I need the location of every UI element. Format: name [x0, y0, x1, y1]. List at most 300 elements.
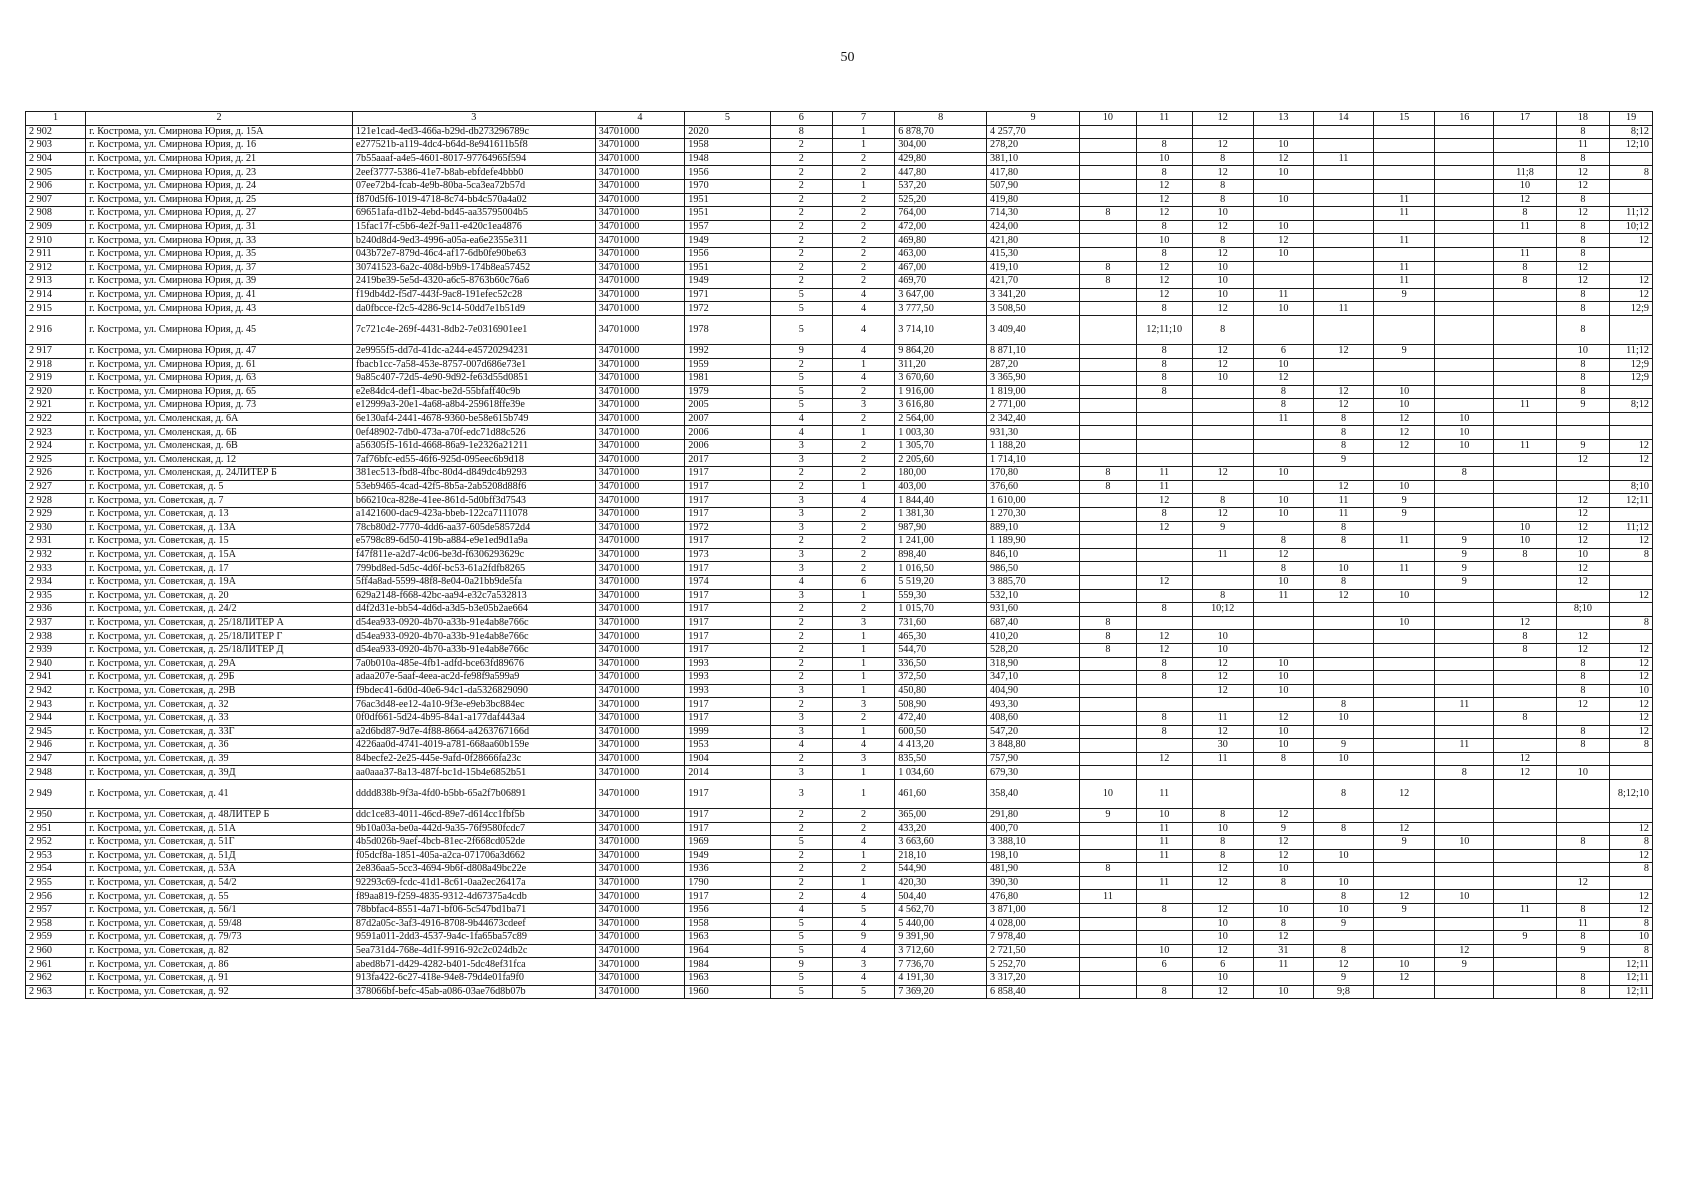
table-cell: 8	[1136, 671, 1192, 685]
table-cell: 1 844,40	[895, 494, 987, 508]
table-cell: e2e84dc4-def1-4bac-be2d-55bfaff40c9b	[352, 385, 595, 399]
table-cell	[1313, 372, 1373, 386]
table-cell: 8	[1556, 234, 1610, 248]
table-cell: 8	[1556, 220, 1610, 234]
table-cell	[1494, 139, 1556, 153]
table-cell: 12	[1136, 207, 1192, 221]
table-cell	[1136, 931, 1192, 945]
table-cell: 629a2148-f668-42bc-aa94-e32c7a532813	[352, 589, 595, 603]
table-cell: 12;10	[1610, 139, 1653, 153]
table-cell: 34701000	[595, 261, 685, 275]
table-cell: г. Кострома, ул. Советская, д. 36	[86, 739, 353, 753]
table-cell	[1556, 752, 1610, 766]
table-cell: 10	[1435, 836, 1494, 850]
table-cell: 1981	[685, 372, 770, 386]
column-header-14: 14	[1313, 112, 1373, 126]
table-cell: 714,30	[987, 207, 1080, 221]
table-cell: 8;10	[1556, 603, 1610, 617]
table-cell: 1917	[685, 562, 770, 576]
table-row	[26, 494, 1653, 508]
table-cell: 898,40	[895, 548, 987, 562]
table-row	[26, 657, 1653, 671]
table-cell: 34701000	[595, 931, 685, 945]
table-cell	[1136, 616, 1192, 630]
table-cell: г. Кострома, ул. Смирнова Юрия, д. 73	[86, 399, 353, 413]
table-cell	[1610, 412, 1653, 426]
table-cell: 7 369,20	[895, 985, 987, 999]
table-cell	[1610, 385, 1653, 399]
table-cell: 687,40	[987, 616, 1080, 630]
table-cell: 476,80	[987, 890, 1080, 904]
table-cell: 10	[1136, 808, 1192, 822]
table-cell: 731,60	[895, 616, 987, 630]
table-cell: 1917	[685, 630, 770, 644]
table-cell: 2	[770, 822, 832, 836]
table-cell: 2	[770, 234, 832, 248]
table-cell: 8	[1494, 548, 1556, 562]
table-cell: 1978	[685, 315, 770, 344]
table-cell: 410,20	[987, 630, 1080, 644]
table-cell: 1904	[685, 752, 770, 766]
table-cell	[1136, 917, 1192, 931]
table-cell: 34701000	[595, 193, 685, 207]
table-cell: 12	[1556, 275, 1610, 289]
table-cell: 9	[770, 958, 832, 972]
table-cell	[1435, 616, 1494, 630]
table-cell: г. Кострома, ул. Советская, д. 25/18ЛИТЕР Д	[86, 643, 353, 657]
table-cell	[1136, 739, 1192, 753]
table-cell: 34701000	[595, 876, 685, 890]
table-cell: 2	[832, 521, 894, 535]
table-cell: 11;12	[1610, 344, 1653, 358]
table-cell: 11	[1079, 890, 1136, 904]
table-row	[26, 166, 1653, 180]
table-cell: 3	[832, 752, 894, 766]
table-cell: 10	[1136, 234, 1192, 248]
table-cell: 10	[1253, 508, 1313, 522]
table-cell: 12	[1610, 453, 1653, 467]
table-cell	[1556, 480, 1610, 494]
table-cell: 2 953	[26, 849, 86, 863]
table-cell: 12	[1610, 711, 1653, 725]
table-cell	[1079, 876, 1136, 890]
table-cell	[1079, 752, 1136, 766]
table-cell: 12	[1253, 808, 1313, 822]
table-cell	[1313, 603, 1373, 617]
table-cell: 4 257,70	[987, 125, 1080, 139]
table-cell: 1917	[685, 467, 770, 481]
table-cell: 433,20	[895, 822, 987, 836]
table-cell: 8	[1192, 152, 1253, 166]
table-cell: 92293c69-fcdc-41d1-8c61-0aa2ec26417a	[352, 876, 595, 890]
table-cell: 889,10	[987, 521, 1080, 535]
table-cell: 11	[1253, 589, 1313, 603]
table-cell: 291,80	[987, 808, 1080, 822]
table-cell	[1494, 125, 1556, 139]
table-cell: 372,50	[895, 671, 987, 685]
table-cell: 2e836aa5-5cc3-4694-9b6f-d808a49bc22e	[352, 863, 595, 877]
table-cell	[1494, 985, 1556, 999]
table-cell	[1435, 152, 1494, 166]
table-cell: 1974	[685, 576, 770, 590]
table-cell: 2	[770, 863, 832, 877]
table-cell: 1992	[685, 344, 770, 358]
table-cell: 1 016,50	[895, 562, 987, 576]
table-row	[26, 247, 1653, 261]
table-cell: e5798c89-6d50-419b-a884-e9e1ed9d1a9a	[352, 535, 595, 549]
table-cell	[1435, 972, 1494, 986]
table-cell: 2017	[685, 453, 770, 467]
table-cell	[1374, 917, 1435, 931]
table-cell: 1	[832, 779, 894, 808]
table-cell: 31	[1253, 944, 1313, 958]
table-cell	[1435, 904, 1494, 918]
table-cell: 34701000	[595, 671, 685, 685]
table-cell: 5 440,00	[895, 917, 987, 931]
table-cell: 2	[832, 385, 894, 399]
table-cell	[1192, 399, 1253, 413]
table-cell: г. Кострома, ул. Советская, д. 29В	[86, 684, 353, 698]
table-cell: 2 952	[26, 836, 86, 850]
table-cell: 12	[1136, 288, 1192, 302]
table-row	[26, 589, 1653, 603]
table-cell: 2 957	[26, 904, 86, 918]
table-cell	[1192, 385, 1253, 399]
table-cell	[1253, 453, 1313, 467]
table-cell: г. Кострома, ул. Смирнова Юрия, д. 23	[86, 166, 353, 180]
table-cell: 12	[1136, 275, 1192, 289]
table-cell	[1435, 779, 1494, 808]
table-cell	[1610, 766, 1653, 780]
table-cell: 1951	[685, 193, 770, 207]
table-cell: aa0aaa37-8a13-487f-bc1d-15b4e6852b51	[352, 766, 595, 780]
table-cell: 12	[1192, 863, 1253, 877]
table-cell	[1435, 193, 1494, 207]
table-cell: г. Кострома, ул. Смирнова Юрия, д. 47	[86, 344, 353, 358]
table-cell	[1556, 958, 1610, 972]
table-cell: 11	[1136, 480, 1192, 494]
table-cell: 12	[1556, 207, 1610, 221]
table-cell: 10;12	[1610, 220, 1653, 234]
table-cell: 1	[832, 589, 894, 603]
table-cell	[1374, 630, 1435, 644]
table-cell	[1556, 822, 1610, 836]
table-cell	[1435, 247, 1494, 261]
table-cell: 544,90	[895, 863, 987, 877]
table-cell	[1253, 643, 1313, 657]
table-cell	[1374, 315, 1435, 344]
table-cell	[1494, 944, 1556, 958]
table-cell	[1313, 261, 1373, 275]
table-cell	[1079, 739, 1136, 753]
table-cell: 2 941	[26, 671, 86, 685]
table-cell	[1374, 467, 1435, 481]
table-cell: 419,10	[987, 261, 1080, 275]
table-row	[26, 193, 1653, 207]
table-cell	[1494, 358, 1556, 372]
table-cell: 2	[770, 358, 832, 372]
table-cell: 6	[1253, 344, 1313, 358]
table-cell: 10	[1313, 904, 1373, 918]
table-cell: 2	[770, 480, 832, 494]
table-cell: 304,00	[895, 139, 987, 153]
table-cell: 2 954	[26, 863, 86, 877]
table-cell	[1374, 766, 1435, 780]
table-cell: 34701000	[595, 849, 685, 863]
table-cell: 10	[1192, 372, 1253, 386]
table-cell: 2	[832, 863, 894, 877]
table-cell: 2 940	[26, 657, 86, 671]
table-cell: 508,90	[895, 698, 987, 712]
table-cell: 0ef48902-7db0-473a-a70f-edc71d88c526	[352, 426, 595, 440]
table-cell: 9	[1556, 399, 1610, 413]
table-cell: 34701000	[595, 972, 685, 986]
table-cell: 8;12	[1610, 399, 1653, 413]
table-cell: 2	[770, 752, 832, 766]
table-row	[26, 944, 1653, 958]
table-cell: 2014	[685, 766, 770, 780]
table-cell: 472,00	[895, 220, 987, 234]
table-cell: 12	[1313, 589, 1373, 603]
table-cell: 9	[1556, 440, 1610, 454]
table-cell: 11;12	[1610, 521, 1653, 535]
table-cell: 9a85c407-72d5-4e90-9d92-fe63d55d0851	[352, 372, 595, 386]
table-cell: 5 519,20	[895, 576, 987, 590]
table-cell: 2 958	[26, 917, 86, 931]
table-cell	[1435, 385, 1494, 399]
table-cell: 1 034,60	[895, 766, 987, 780]
table-cell: 2	[770, 275, 832, 289]
table-cell: 8	[1313, 779, 1373, 808]
table-cell: 6e130af4-2441-4678-9360-be58e615b749	[352, 412, 595, 426]
table-cell: 2	[832, 440, 894, 454]
table-cell	[1136, 548, 1192, 562]
table-cell	[1494, 467, 1556, 481]
table-cell	[1435, 288, 1494, 302]
table-cell: 12	[1610, 890, 1653, 904]
table-cell: 12	[1556, 494, 1610, 508]
table-cell	[1313, 193, 1373, 207]
table-cell: 9	[1192, 521, 1253, 535]
table-cell: 8	[1610, 836, 1653, 850]
table-cell: 10	[1253, 985, 1313, 999]
table-row	[26, 876, 1653, 890]
table-cell: 404,90	[987, 684, 1080, 698]
table-cell: 8	[1313, 890, 1373, 904]
table-cell: 424,00	[987, 220, 1080, 234]
table-cell: 12	[1610, 725, 1653, 739]
table-cell: 12	[1136, 261, 1192, 275]
table-cell: 12	[1136, 494, 1192, 508]
table-cell: г. Кострома, ул. Советская, д. 25/18ЛИТЕР А	[86, 616, 353, 630]
table-cell: 10	[1253, 358, 1313, 372]
table-cell	[1435, 480, 1494, 494]
table-cell: 12	[1313, 399, 1373, 413]
table-cell: 8	[1556, 836, 1610, 850]
table-cell: 7b55aaaf-a4e5-4601-8017-97764965f594	[352, 152, 595, 166]
table-cell: 419,80	[987, 193, 1080, 207]
table-cell	[1313, 220, 1373, 234]
table-cell: 4	[832, 372, 894, 386]
table-cell: 2 946	[26, 739, 86, 753]
table-cell: 34701000	[595, 494, 685, 508]
table-row	[26, 904, 1653, 918]
table-cell: 10	[1192, 288, 1253, 302]
table-cell: 10	[1192, 630, 1253, 644]
table-cell: 2 908	[26, 207, 86, 221]
table-cell	[1435, 876, 1494, 890]
column-header-3: 3	[352, 112, 595, 126]
table-cell: 600,50	[895, 725, 987, 739]
table-cell	[1079, 193, 1136, 207]
table-cell: 2 948	[26, 766, 86, 780]
table-cell	[1079, 711, 1136, 725]
table-cell	[1192, 535, 1253, 549]
table-cell	[1313, 247, 1373, 261]
table-cell	[1494, 836, 1556, 850]
table-cell: 8	[1556, 931, 1610, 945]
table-cell: 8	[1313, 412, 1373, 426]
table-cell	[1192, 480, 1253, 494]
table-row	[26, 766, 1653, 780]
table-cell: 11	[1435, 698, 1494, 712]
table-row	[26, 779, 1653, 808]
table-cell: 12;9	[1610, 302, 1653, 316]
table-cell: 12	[1192, 671, 1253, 685]
table-cell: 8	[1556, 972, 1610, 986]
table-cell	[1435, 220, 1494, 234]
table-cell	[1435, 166, 1494, 180]
table-cell: 34701000	[595, 385, 685, 399]
table-cell: 3 647,00	[895, 288, 987, 302]
table-cell: 2 937	[26, 616, 86, 630]
table-cell	[1435, 344, 1494, 358]
table-cell	[1313, 836, 1373, 850]
table-cell	[1079, 535, 1136, 549]
table-cell: 12	[1556, 261, 1610, 275]
table-cell: 12	[1253, 849, 1313, 863]
table-cell: 12	[1610, 671, 1653, 685]
table-cell: 532,10	[987, 589, 1080, 603]
table-cell: г. Кострома, ул. Советская, д. 51Г	[86, 836, 353, 850]
table-cell	[1435, 684, 1494, 698]
table-cell: a1421600-dac9-423a-bbeb-122ca7111078	[352, 508, 595, 522]
table-cell: 415,30	[987, 247, 1080, 261]
table-cell: 3	[770, 548, 832, 562]
table-cell: г. Кострома, ул. Советская, д. 20	[86, 589, 353, 603]
table-cell: г. Кострома, ул. Смирнова Юрия, д. 25	[86, 193, 353, 207]
table-cell: 3	[832, 698, 894, 712]
table-cell	[1494, 972, 1556, 986]
table-cell: 2 942	[26, 684, 86, 698]
table-cell: 10;12	[1192, 603, 1253, 617]
table-cell: f89aa819-f259-4835-9312-4d67375a4cdb	[352, 890, 595, 904]
table-cell: 12	[1556, 179, 1610, 193]
table-cell: 30	[1192, 739, 1253, 753]
table-cell: 2	[770, 698, 832, 712]
table-cell: 1917	[685, 589, 770, 603]
table-row	[26, 535, 1653, 549]
table-cell: г. Кострома, ул. Советская, д. 29А	[86, 657, 353, 671]
table-cell: 8	[1313, 698, 1373, 712]
table-cell	[1494, 315, 1556, 344]
table-cell: 07ee72b4-fcab-4e9b-80ba-5ca3ea72b57d	[352, 179, 595, 193]
table-cell: 34701000	[595, 247, 685, 261]
table-cell: 34701000	[595, 302, 685, 316]
table-cell	[1435, 985, 1494, 999]
table-cell: г. Кострома, ул. Смирнова Юрия, д. 61	[86, 358, 353, 372]
table-cell	[1313, 931, 1373, 945]
table-cell	[1253, 766, 1313, 780]
table-cell	[1253, 698, 1313, 712]
table-cell: г. Кострома, ул. Смирнова Юрия, д. 21	[86, 152, 353, 166]
table-cell: 5	[770, 985, 832, 999]
table-cell: 2 907	[26, 193, 86, 207]
table-cell	[1435, 917, 1494, 931]
table-row	[26, 616, 1653, 630]
table-cell	[1253, 440, 1313, 454]
table-cell: 12	[1313, 480, 1373, 494]
table-cell: 2 721,50	[987, 944, 1080, 958]
table-cell: 2	[832, 412, 894, 426]
table-cell: 278,20	[987, 139, 1080, 153]
table-cell: 9	[1556, 944, 1610, 958]
table-cell: 34701000	[595, 152, 685, 166]
table-cell: 12	[1253, 711, 1313, 725]
table-cell: 1949	[685, 275, 770, 289]
table-cell: 1917	[685, 698, 770, 712]
table-cell: 12	[1374, 426, 1435, 440]
table-cell: 11	[1494, 220, 1556, 234]
table-cell: 34701000	[595, 562, 685, 576]
table-row	[26, 453, 1653, 467]
table-cell: 8	[1136, 603, 1192, 617]
table-cell	[1494, 739, 1556, 753]
table-cell: 1 188,20	[987, 440, 1080, 454]
table-row	[26, 508, 1653, 522]
table-cell: 1956	[685, 247, 770, 261]
table-cell: 7af76bfc-ed55-46f6-925d-095eec6b9d18	[352, 453, 595, 467]
table-cell: г. Кострома, ул. Советская, д. 79/73	[86, 931, 353, 945]
table-cell: 3	[770, 711, 832, 725]
table-cell	[1079, 972, 1136, 986]
table-cell: г. Кострома, ул. Советская, д. 51А	[86, 822, 353, 836]
table-cell: 2	[832, 275, 894, 289]
table-cell: 1 714,10	[987, 453, 1080, 467]
table-cell: 1917	[685, 508, 770, 522]
table-cell: 34701000	[595, 808, 685, 822]
table-cell	[1494, 863, 1556, 877]
table-cell	[1079, 139, 1136, 153]
table-cell: 336,50	[895, 657, 987, 671]
table-cell: 10	[1253, 725, 1313, 739]
table-cell: 34701000	[595, 220, 685, 234]
table-cell: 8	[1253, 752, 1313, 766]
table-cell	[1435, 302, 1494, 316]
table-cell	[1313, 275, 1373, 289]
table-cell: 10	[1313, 849, 1373, 863]
table-cell	[1435, 234, 1494, 248]
table-cell: 2e9955f5-dd7d-41dc-a244-e45720294231	[352, 344, 595, 358]
table-row	[26, 152, 1653, 166]
table-cell	[1374, 548, 1435, 562]
table-cell: 12	[1556, 643, 1610, 657]
table-cell: 2	[832, 234, 894, 248]
table-cell: 493,30	[987, 698, 1080, 712]
table-cell: 11	[1192, 752, 1253, 766]
table-cell: 34701000	[595, 616, 685, 630]
table-cell: 1 003,30	[895, 426, 987, 440]
